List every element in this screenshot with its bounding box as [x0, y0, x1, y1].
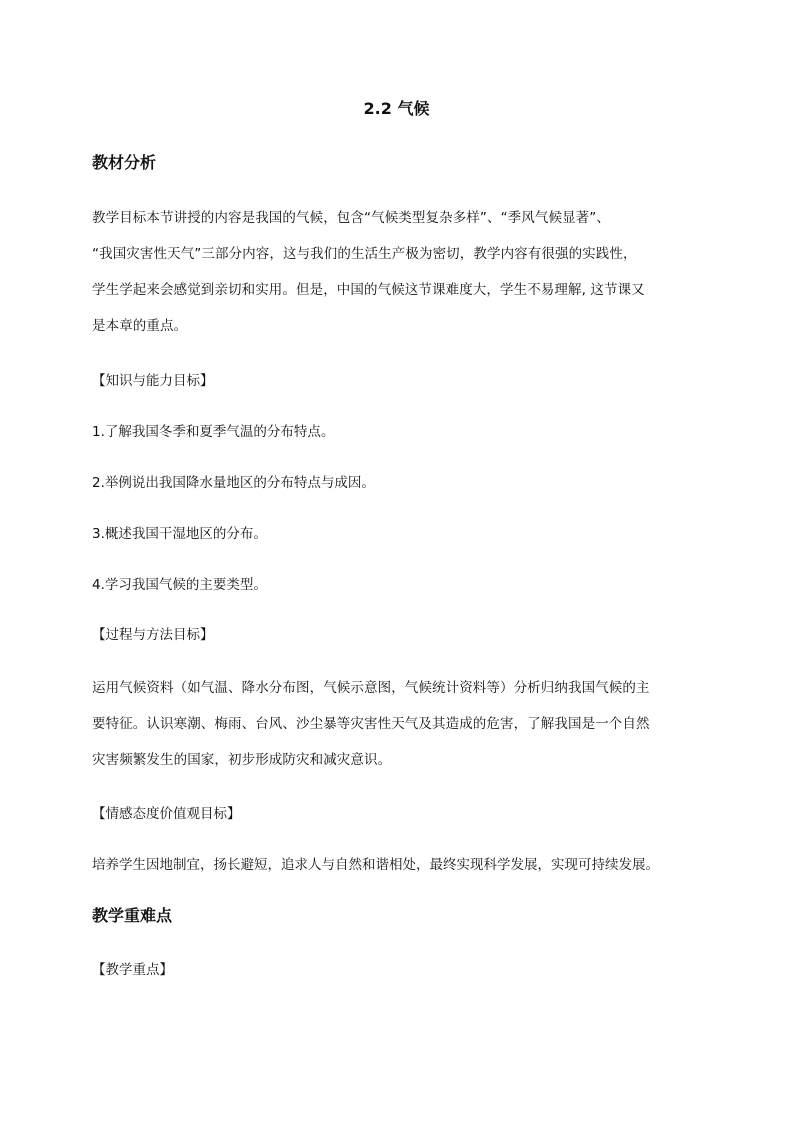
page-title: 2.2 气候: [363, 99, 430, 118]
intro-line: 学生学起来会感觉到亲切和实用。但是，中国的气候这节课难度大，学生不易理解, 这节课又: [92, 282, 645, 298]
emotion-goals-heading: 【情感态度价值观目标】: [92, 806, 241, 822]
intro-paragraph: [92, 200, 704, 344]
knowledge-item: 4.学习我国气候的主要类型。: [92, 577, 267, 593]
intro-line: 教学目标本节讲授的内容是我国的气候，包含“气候类型复杂多样”、“季风气候显著”、: [92, 210, 610, 226]
knowledge-goals-heading: 【知识与能力目标】: [92, 373, 214, 389]
teaching-key-points-heading: 【教学重点】: [92, 962, 173, 978]
emotion-goals-text: 培养学生因地制宜，扬长避短，追求人与自然和谐相处，最终实现科学发展，实现可持续发展。: [92, 857, 659, 873]
knowledge-item: 1.了解我国冬季和夏季气温的分布特点。: [92, 424, 335, 440]
knowledge-item: 3.概述我国干湿地区的分布。: [92, 526, 267, 542]
section-heading-key-difficult-points: 教学重难点: [92, 906, 173, 925]
process-line: 运用气候资料（如气温、降水分布图，气候示意图，气候统计资料等）分析归纳我国气候的主: [92, 680, 650, 696]
process-paragraph: [92, 670, 704, 778]
intro-line: 是本章的重点。: [92, 318, 188, 334]
process-line: 要特征。认识寒潮、梅雨、台风、沙尘暴等灾害性天气及其造成的危害，了解我国是一个自然: [92, 716, 650, 732]
knowledge-item: 2.举例说出我国降水量地区的分布特点与成因。: [92, 475, 375, 491]
process-goals-heading: 【过程与方法目标】: [92, 627, 214, 643]
intro-line: “我国灾害性天气”三部分内容，这与我们的生活生产极为密切，教学内容有很强的实践性，: [92, 246, 637, 262]
section-heading-textbook-analysis: 教材分析: [92, 153, 157, 172]
process-line: 灾害频繁发生的国家，初步形成防灾和减灾意识。: [92, 752, 392, 768]
